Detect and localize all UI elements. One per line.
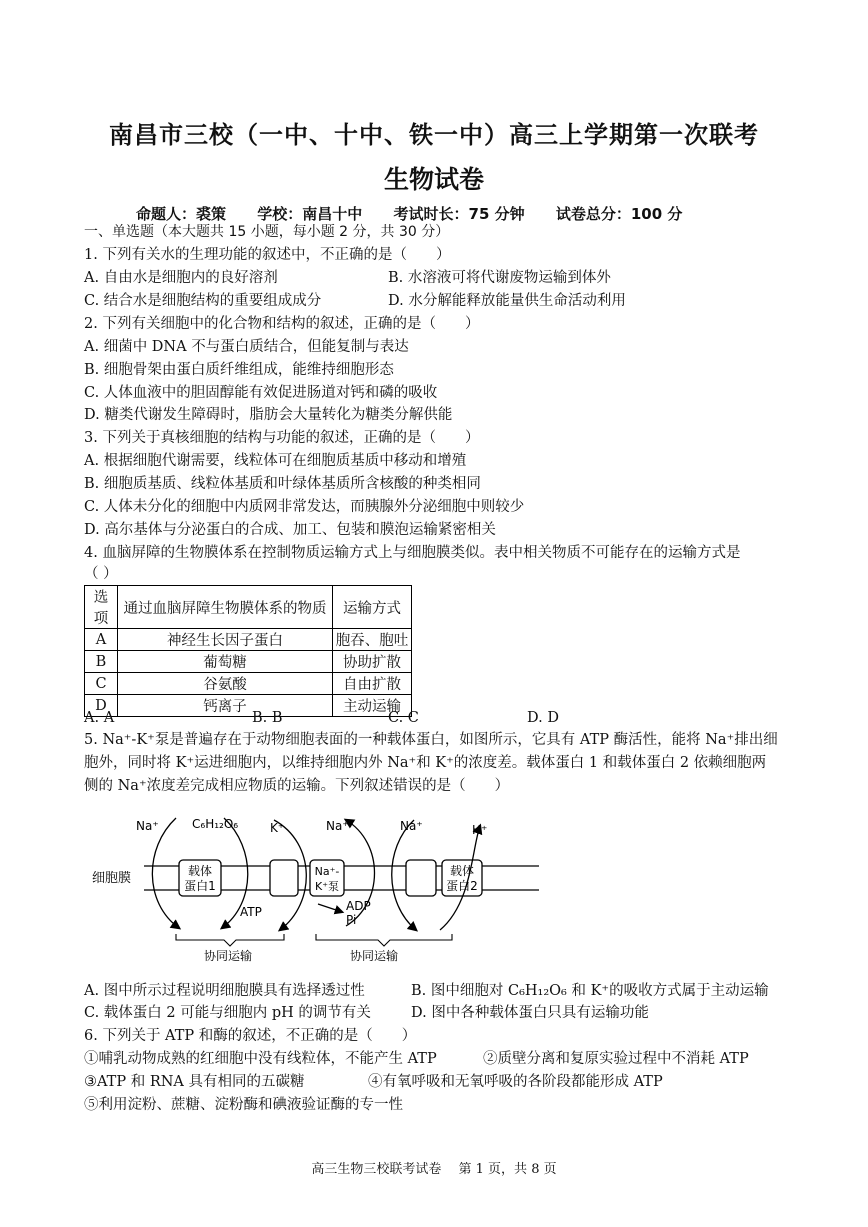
carrier2-label-line2: 蛋白2 [446, 879, 478, 893]
table-header-cell: 选项 [85, 586, 118, 629]
table-cell: 谷氨酸 [118, 673, 333, 695]
q1-stem: 1. 下列有关水的生理功能的叙述中，不正确的是（ ） [84, 247, 451, 263]
cotransport-label-2: 协同运输 [350, 949, 399, 963]
table-row [85, 673, 412, 695]
table-cell: B [85, 651, 118, 673]
q6-item-2: ②质壁分离和复原实验过程中不消耗 ATP [483, 1051, 749, 1067]
q1-option-b: B. 水溶液可将代谢废物运输到体外 [388, 270, 611, 286]
exam-meta [136, 203, 708, 224]
q3-option-b: B. 细胞质基质、线粒体基质和叶绿体基质所含核酸的种类相同 [84, 476, 481, 492]
q4-stem-paren: （ ） [84, 566, 118, 582]
table-cell: 葡萄糖 [118, 651, 333, 673]
table-header-cell: 运输方式 [333, 586, 412, 629]
na-label-2: Na⁺ [326, 819, 349, 833]
na-label-3: Na⁺ [400, 819, 423, 833]
q6-item-1: ①哺乳动物成熟的红细胞中没有线粒体，不能产生 ATP [84, 1051, 437, 1067]
table-header-row [85, 586, 412, 629]
pump-label-line2: K⁺泵 [314, 880, 340, 893]
q4-option-b: B. B [252, 710, 283, 726]
atp-label: ATP [240, 905, 262, 919]
q1-option-c: C. 结合水是细胞结构的重要组成成分 [84, 293, 322, 309]
q3-option-a: A. 根据细胞代谢需要，线粒体可在细胞质基质中移动和增殖 [84, 453, 467, 469]
carrier2-label-line1: 载体 [449, 864, 475, 878]
cotransport-bracket-2 [316, 934, 452, 946]
q2-option-a: A. 细菌中 DNA 不与蛋白质结合，但能复制与表达 [84, 339, 409, 355]
membrane-label: 细胞膜 [92, 871, 132, 886]
table-cell: C [85, 673, 118, 695]
q5-stem-line3: 侧的 Na⁺浓度差完成相应物质的运输。下列叙述错误的是（ ） [84, 778, 510, 794]
glucose-label: C₆H₁₂O₆ [192, 817, 239, 831]
q1-option-d: D. 水分解能释放能量供生命活动利用 [388, 293, 626, 309]
q2-option-b: B. 细胞骨架由蛋白质纤维组成，能维持细胞形态 [84, 362, 394, 378]
exam-title: 南昌市三校（一中、十中、铁一中）高三上学期第一次联考 [109, 121, 759, 149]
carrier1-label-line1: 载体 [187, 864, 213, 878]
q5-stem-line2: 胞外，同时将 K⁺运进细胞内，以维持细胞内外 Na⁺和 K⁺的浓度差。载体蛋白 1 和载体蛋白 2 依赖细胞两 [84, 755, 767, 771]
q6-item-3: ③ATP 和 RNA 具有相同的五碳糖 [84, 1074, 305, 1090]
carrier1-label-line2: 蛋白1 [184, 879, 216, 893]
q5-option-a: A. 图中所示过程说明细胞膜具有选择透过性 [84, 983, 365, 999]
cotransport-label-1: 协同运输 [204, 949, 253, 963]
table-cell: A [85, 629, 118, 651]
transport-diagram [84, 808, 554, 968]
q3-option-c: C. 人体未分化的细胞中内质网非常发达，而胰腺外分泌细胞中则较少 [84, 499, 525, 515]
q4-option-c: C. C [388, 710, 419, 726]
meta-author: 命题人：裘策 [136, 205, 227, 223]
table-header-cell: 通过血脑屏障生物膜体系的物质 [118, 586, 333, 629]
table-cell: 自由扩散 [333, 673, 412, 695]
cotransport-bracket-1 [176, 934, 284, 946]
table-cell: 钙离子 [118, 695, 333, 717]
table-cell: 主动运输 [333, 695, 412, 717]
q4-stem: 4. 血脑屏障的生物膜体系在控制物质运输方式上与细胞膜类似。表中相关物质不可能存在的运输方式是 [84, 545, 741, 561]
page-footer: 高三生物三校联考试卷 第 1 页，共 8 页 [311, 1162, 557, 1177]
table-cell: 协助扩散 [333, 651, 412, 673]
q5-stem-line1: 5. Na⁺-K⁺泵是普遍存在于动物细胞表面的一种载体蛋白，如图所示，它具有 ATP 酶活性，能将 Na⁺排出细 [84, 732, 778, 748]
exam-subtitle: 生物试卷 [383, 165, 484, 194]
na-arrow-1 [152, 818, 179, 928]
q4-option-a: A. A [84, 710, 115, 726]
adp-label: ADP [346, 899, 371, 913]
k-transporter-block [270, 860, 298, 896]
atp-to-adp-arrow [318, 904, 342, 912]
section-heading: 一、单选题（本大题共 15 小题，每小题 2 分，共 30 分） [84, 224, 450, 240]
q1-option-a: A. 自由水是细胞内的良好溶剂 [84, 270, 278, 286]
meta-score: 试卷总分：100 分 [555, 205, 683, 223]
table-row [85, 629, 412, 651]
q3-stem: 3. 下列关于真核细胞的结构与功能的叙述，正确的是（ ） [84, 430, 480, 446]
table-cell: 胞吞、胞吐 [333, 629, 412, 651]
h-label: H⁺ [472, 823, 488, 837]
q4-option-d: D. D [527, 710, 559, 726]
na-label-1: Na⁺ [136, 819, 159, 833]
q6-item-5: ⑤利用淀粉、蔗糖、淀粉酶和碘液验证酶的专一性 [84, 1097, 403, 1113]
meta-school: 学校：南昌十中 [257, 205, 363, 223]
q2-option-c: C. 人体血液中的胆固醇能有效促进肠道对钙和磷的吸收 [84, 385, 438, 401]
meta-duration: 考试时长：75 分钟 [393, 205, 525, 223]
q5-option-d: D. 图中各种载体蛋白只具有运输功能 [411, 1005, 649, 1021]
q6-item-4: ④有氧呼吸和无氧呼吸的各阶段都能形成 ATP [368, 1074, 663, 1090]
transport-table [84, 585, 412, 717]
k-label: K⁺ [270, 821, 285, 835]
q5-option-b: B. 图中细胞对 C₆H₁₂O₆ 和 K⁺的吸收方式属于主动运输 [411, 983, 769, 999]
table-row [85, 695, 412, 717]
na-channel-block [406, 860, 436, 896]
table-row [85, 651, 412, 673]
pi-label: Pi [346, 913, 357, 927]
q5-option-c: C. 载体蛋白 2 可能与细胞内 pH 的调节有关 [84, 1005, 371, 1021]
pump-label-line1: Na⁺- [314, 865, 340, 878]
table-cell: 神经生长因子蛋白 [118, 629, 333, 651]
table-cell: D [85, 695, 118, 717]
q2-stem: 2. 下列有关细胞中的化合物和结构的叙述，正确的是（ ） [84, 316, 480, 332]
q3-option-d: D. 高尔基体与分泌蛋白的合成、加工、包装和膜泡运输紧密相关 [84, 522, 496, 538]
q6-stem: 6. 下列关于 ATP 和酶的叙述，不正确的是（ ） [84, 1028, 417, 1044]
q2-option-d: D. 糖类代谢发生障碍时，脂肪会大量转化为糖类分解供能 [84, 407, 453, 423]
